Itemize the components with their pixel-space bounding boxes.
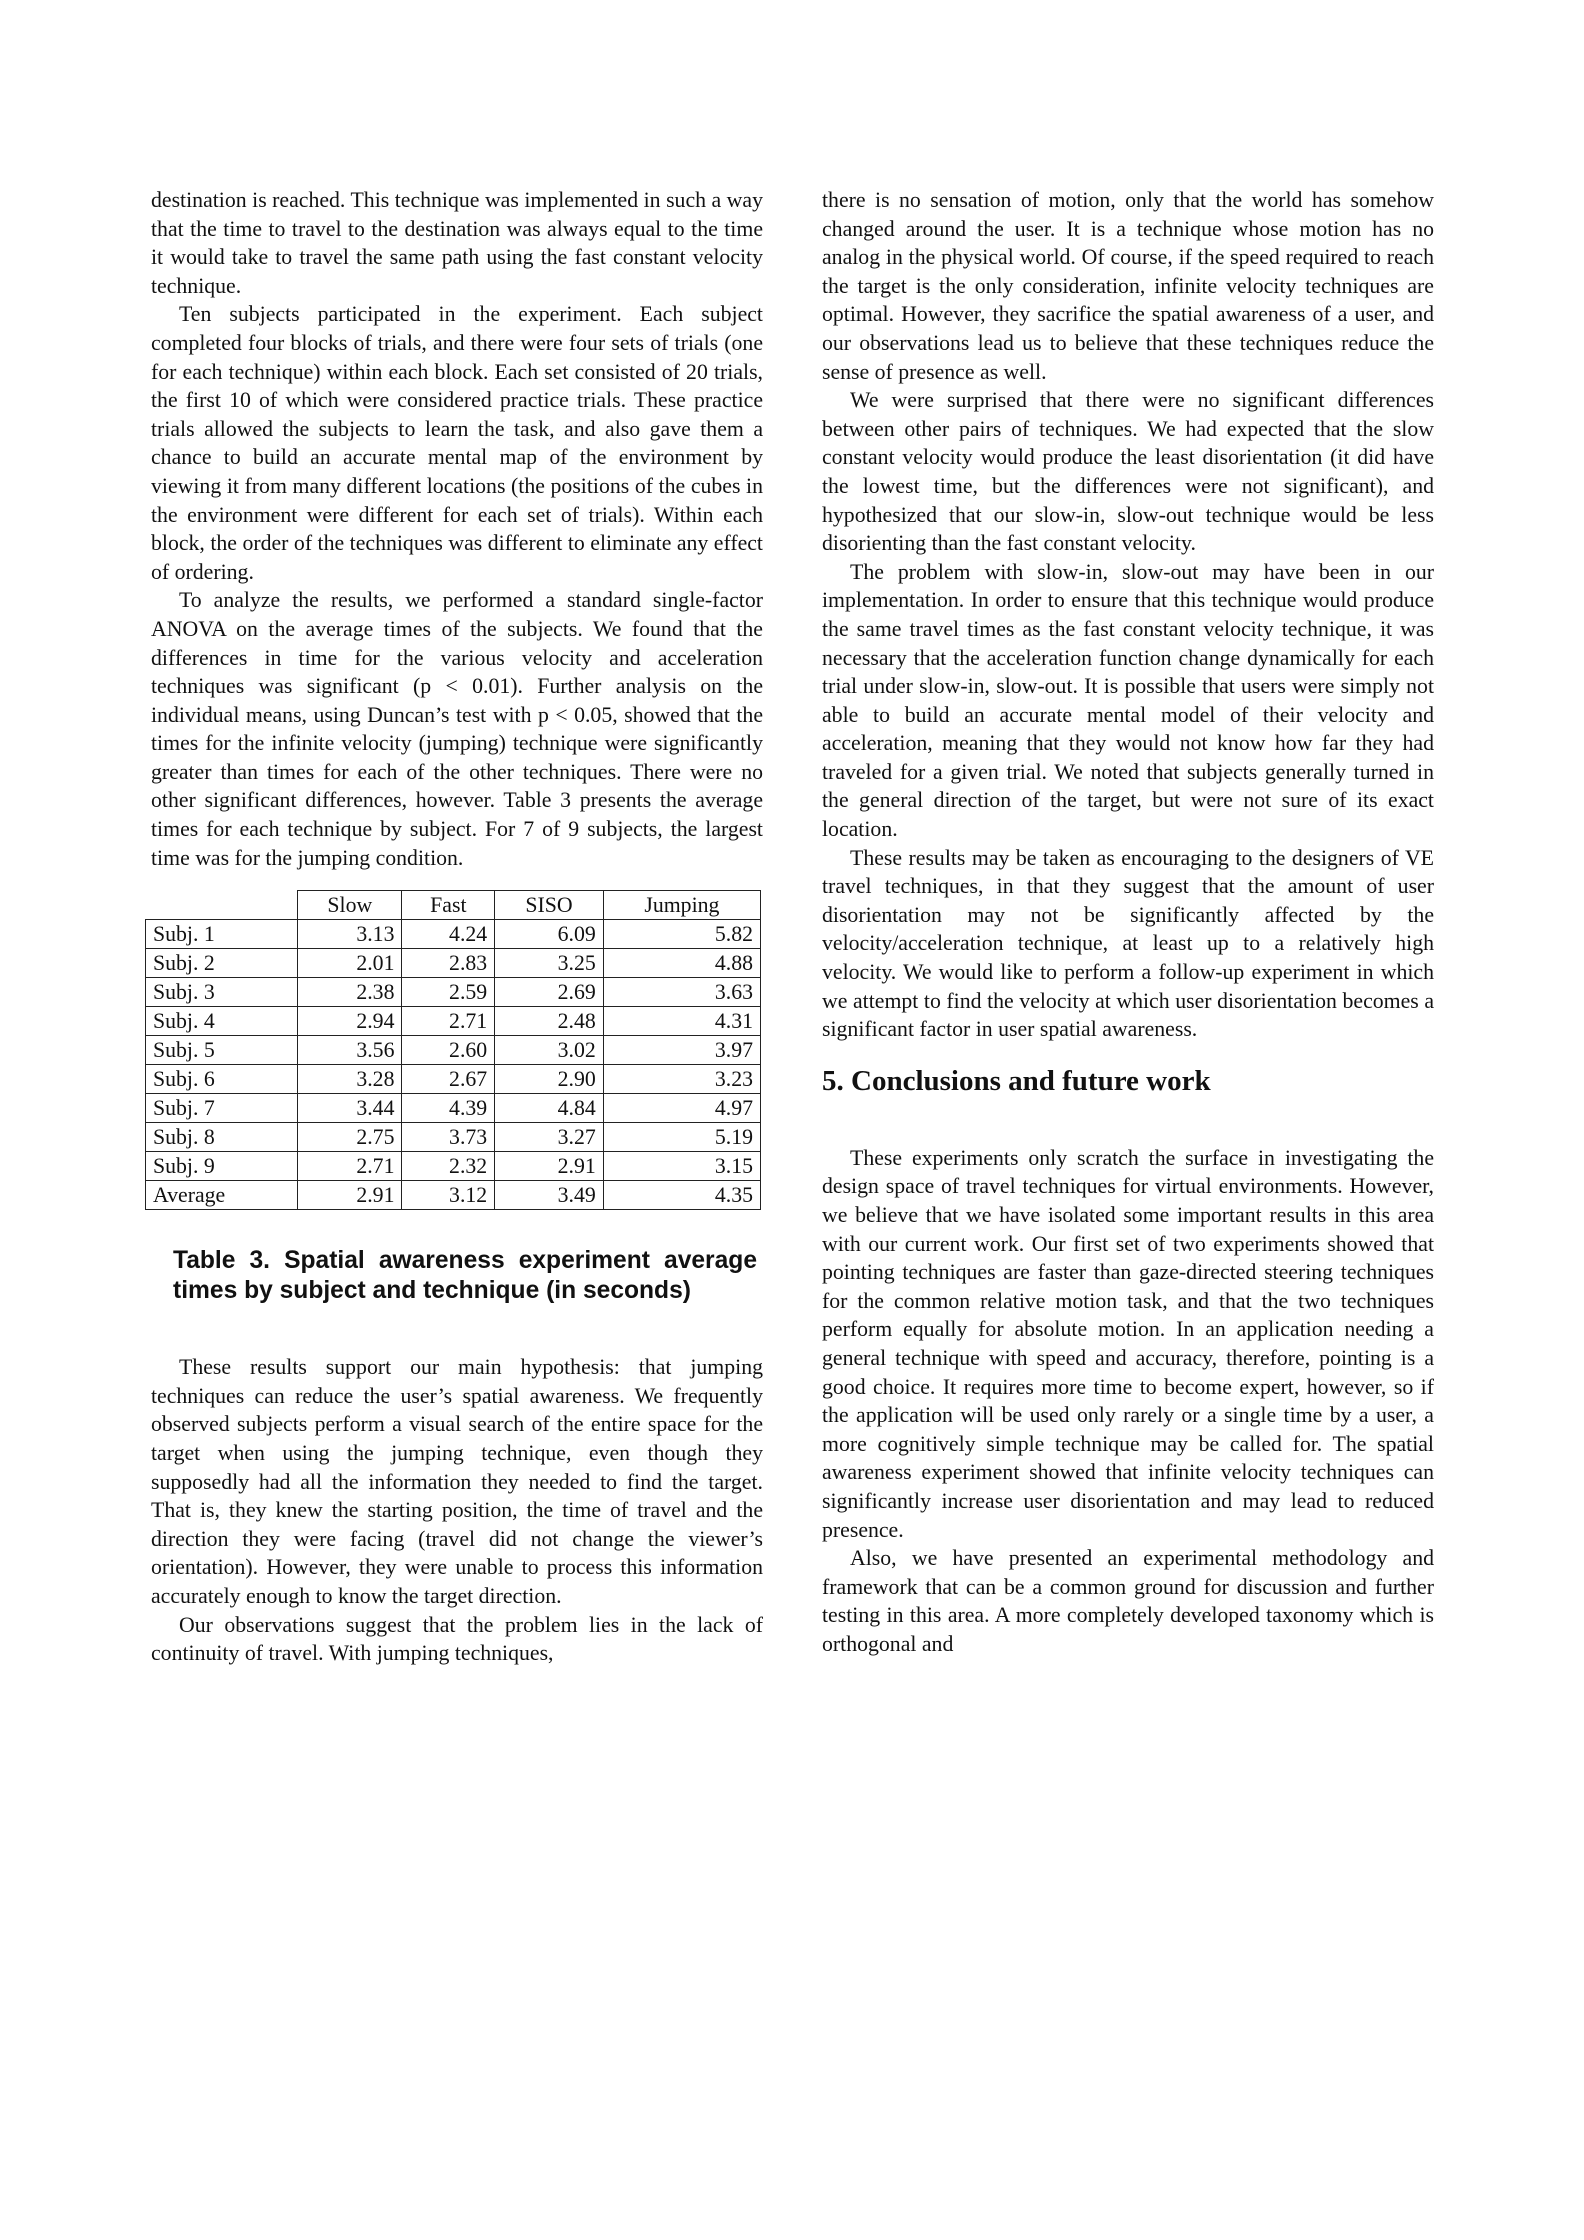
- table-cell: 5.19: [603, 1123, 760, 1152]
- table-cell: 2.38: [298, 978, 402, 1007]
- table-cell: 6.09: [495, 920, 604, 949]
- table-cell: 2.71: [402, 1007, 495, 1036]
- table-cell: 2.01: [298, 949, 402, 978]
- table-header-cell: Slow: [298, 891, 402, 920]
- table-cell: 4.97: [603, 1094, 760, 1123]
- table-cell: 2.59: [402, 978, 495, 1007]
- table-cell: 3.15: [603, 1152, 760, 1181]
- table-cell: 3.28: [298, 1065, 402, 1094]
- paragraph: These experiments only scratch the surface in investigating the design space of travel techniques for virtual environments. However, we believe that we have isolated some important results in this area with our current work. Our first set of two experiments showed that pointing techniques are faster than gaze-directed steering techniques for the common relative motion task, and that the two techniques perform equally for absolute motion. In an application needing a general technique with speed and accuracy, therefore, pointing is a good choice. It requires more time to become expert, however, so if the application will be used only rarely or a single time by a user, a more cognitively simple technique may be called for. The spatial awareness experiment showed that infinite velocity techniques can significantly increase user disorientation and may lead to reduced presence.: [822, 1145, 1434, 1542]
- table-cell: 3.23: [603, 1065, 760, 1094]
- table-cell: Subj. 1: [146, 920, 298, 949]
- table-cell: Subj. 4: [146, 1007, 298, 1036]
- table-header-cell: SISO: [495, 891, 604, 920]
- table-cell: 4.39: [402, 1094, 495, 1123]
- right-column: [822, 186, 1434, 1659]
- table-cell: Subj. 8: [146, 1123, 298, 1152]
- table-caption: Table 3. Spatial awareness experiment average times by subject and technique (in seconds): [173, 1247, 757, 1304]
- table-header-cell: Jumping: [603, 891, 760, 920]
- table-cell: Subj. 9: [146, 1152, 298, 1181]
- table-cell: 2.91: [495, 1152, 604, 1181]
- table-cell: 2.60: [402, 1036, 495, 1065]
- table-header-cell: [146, 891, 298, 920]
- table-row: [146, 920, 761, 949]
- paragraph: there is no sensation of motion, only that the world has somehow changed around the user. It is a technique whose motion has no analog in the physical world. Of course, if the speed required to reach the target is the only consideration, infinite velocity techniques are optimal. However, they sacrifice the spatial awareness of a user, and our observations lead us to believe that these techniques reduce the sense of presence as well.: [822, 188, 1434, 384]
- table-cell: 3.25: [495, 949, 604, 978]
- table-row: [146, 1065, 761, 1094]
- table-cell: 4.84: [495, 1094, 604, 1123]
- table-cell: 2.90: [495, 1065, 604, 1094]
- paragraph: The problem with slow-in, slow-out may have been in our implementation. In order to ensure that this technique would produce the same travel times as the fast constant velocity technique, it was necessary that the acceleration function change dynamically for each trial under slow-in, slow-out. It is possible that users were simply not able to build an accurate mental model of their velocity and acceleration, meaning that they would not know how far they had traveled for a given trial. We noted that subjects generally turned in the general direction of the target, but were not sure of its exact location.: [822, 559, 1434, 842]
- table-row-average: [146, 1181, 761, 1210]
- table-cell: 2.83: [402, 949, 495, 978]
- table-cell: 2.75: [298, 1123, 402, 1152]
- paragraph: Also, we have presented an experimental methodology and framework that can be a common ground for discussion and further testing in this area. A more completely developed taxonomy which is orthogonal and: [822, 1546, 1434, 1656]
- table-cell: Subj. 7: [146, 1094, 298, 1123]
- table-row: [146, 949, 761, 978]
- table-cell: 3.44: [298, 1094, 402, 1123]
- table-cell: 4.24: [402, 920, 495, 949]
- paragraph: To analyze the results, we performed a standard single-factor ANOVA on the average times of the subjects. We found that the differences in time for the various velocity and acceleration techniques was significant (p < 0.01). Further analysis on the individual means, using Duncan’s test with p < 0.05, showed that the times for the infinite velocity (jumping) technique were significantly greater than times for each of the other techniques. There were no other significant differences, however. Table 3 presents the average times for each technique by subject. For 7 of 9 subjects, the largest time was for the jumping condition.: [151, 588, 763, 870]
- table-cell: 4.88: [603, 949, 760, 978]
- table-cell: Subj. 3: [146, 978, 298, 1007]
- table-cell: 3.02: [495, 1036, 604, 1065]
- table-cell: 3.63: [603, 978, 760, 1007]
- left-column: [151, 186, 763, 1668]
- table-cell: 4.35: [603, 1181, 760, 1210]
- table-cell: 3.27: [495, 1123, 604, 1152]
- table-cell: Average: [146, 1181, 298, 1210]
- table-row: [146, 978, 761, 1007]
- table-cell: 3.73: [402, 1123, 495, 1152]
- paragraph: We were surprised that there were no significant differences between other pairs of techniques. We had expected that the slow constant velocity would produce the least disorientation (it did have the lowest time, but the differences were not significant), and hypothesized that our slow-in, slow-out technique would be less disorienting than the fast constant velocity.: [822, 388, 1434, 556]
- table-cell: 3.56: [298, 1036, 402, 1065]
- results-table: [145, 890, 761, 1210]
- table-cell: Subj. 2: [146, 949, 298, 978]
- table-cell: 2.69: [495, 978, 604, 1007]
- table-row: [146, 1123, 761, 1152]
- table-header-cell: Fast: [402, 891, 495, 920]
- paragraph: These results may be taken as encouraging to the designers of VE travel techniques, in that they suggest that the amount of user disorientation may not be significantly affected by the velocity/acceleration technique, at least up to a relatively high velocity. We would like to perform a follow-up experiment in which we attempt to find the velocity at which user disorientation becomes a significant factor in user spatial awareness.: [822, 845, 1434, 1042]
- table-cell: 3.49: [495, 1181, 604, 1210]
- paragraph: destination is reached. This technique was implemented in such a way that the time to travel to the destination was always equal to the time it would take to travel the same path using the fast constant velocity technique.: [151, 188, 763, 298]
- table-row: [146, 1007, 761, 1036]
- table-cell: Subj. 5: [146, 1036, 298, 1065]
- table-cell: 3.12: [402, 1181, 495, 1210]
- table-row: [146, 1094, 761, 1123]
- paragraph: These results support our main hypothesis: that jumping techniques can reduce the user’s spatial awareness. We frequently observed subjects perform a visual search of the entire space for the target when using the jumping technique, even though they supposedly had all the information they needed to find the target. That is, they knew the starting position, the time of travel and the direction they were facing (travel did not change the viewer’s orientation). However, they were unable to process this information accurately enough to know the target direction.: [151, 1355, 763, 1608]
- table-cell: 3.13: [298, 920, 402, 949]
- table-cell: 5.82: [603, 920, 760, 949]
- table-row: [146, 1036, 761, 1065]
- table-cell: 2.32: [402, 1152, 495, 1181]
- table-cell: 2.94: [298, 1007, 402, 1036]
- table-cell: 2.48: [495, 1007, 604, 1036]
- table-row: [146, 1152, 761, 1181]
- table-cell: 3.97: [603, 1036, 760, 1065]
- table-cell: 4.31: [603, 1007, 760, 1036]
- paragraph: Our observations suggest that the problem lies in the lack of continuity of travel. With jumping techniques,: [151, 1612, 763, 1666]
- section-heading: 5. Conclusions and future work: [822, 1064, 1211, 1097]
- table-cell: 2.67: [402, 1065, 495, 1094]
- table-header-row: [146, 891, 761, 920]
- table-cell: 2.71: [298, 1152, 402, 1181]
- paragraph: Ten subjects participated in the experiment. Each subject completed four blocks of trials, and there were four sets of trials (one for each technique) within each block. Each set consisted of 20 trials, the first 10 of which were considered practice trials. These practice trials allowed the subjects to learn the task, and also gave them a chance to build an accurate mental map of the environment by viewing it from many different locations (the positions of the cubes in the environment were different for each set of trials). Within each block, the order of the techniques was different to eliminate any effect of ordering.: [151, 302, 763, 584]
- table-cell: 2.91: [298, 1181, 402, 1210]
- table-cell: Subj. 6: [146, 1065, 298, 1094]
